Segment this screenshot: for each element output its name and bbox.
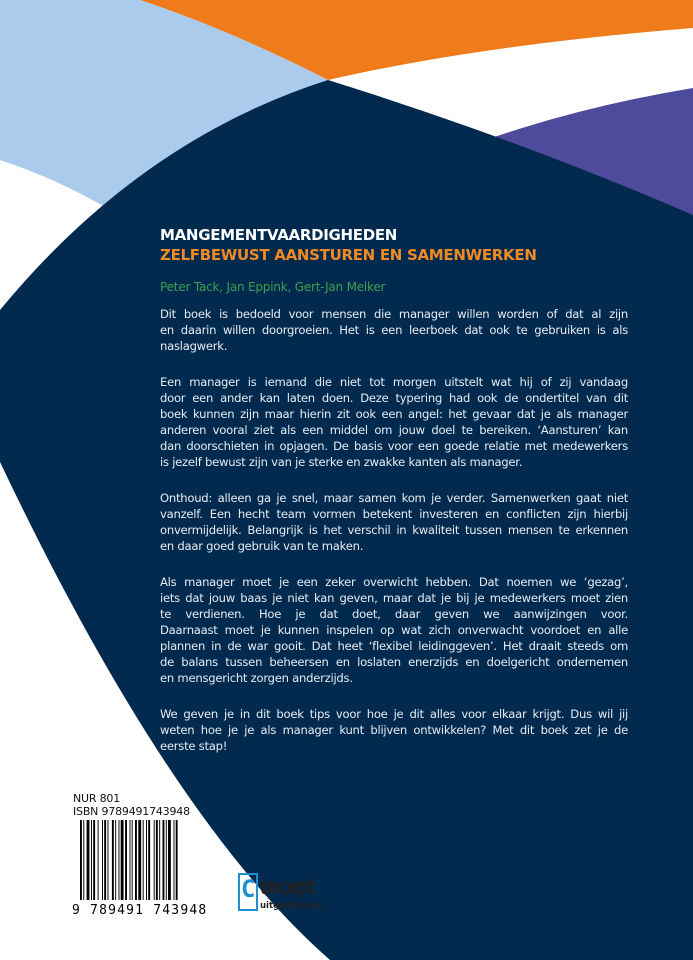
- barcode-bar: [93, 820, 95, 900]
- barcode: [80, 820, 195, 912]
- paragraph: [160, 306, 628, 354]
- text-line: Daarnaast moet je kunnen inspelen op wat zich onverwacht voordoet en alle: [160, 623, 628, 637]
- barcode-bar: [115, 820, 116, 900]
- barcode-bar: [166, 820, 167, 900]
- barcode-bar: [163, 820, 165, 900]
- text-line: naslagwerk.: [160, 339, 228, 353]
- text-line: We geven je in dit boek tips voor hoe je dit alles voor elkaar krijgt. Dus wil jij: [160, 707, 628, 721]
- barcode-bar: [130, 820, 131, 900]
- publisher-logo: [238, 873, 328, 915]
- barcode-bar: [176, 820, 178, 900]
- barcode-bar: [91, 820, 92, 900]
- barcode-bar: [135, 820, 137, 900]
- text-line: Onthoud: alleen ga je snel, maar samen kom je verder. Samenwerken gaat niet: [160, 491, 628, 505]
- logo-initial: C: [241, 875, 256, 903]
- logo-sub: uitgeefgroep: [260, 901, 323, 911]
- barcode-bar: [174, 820, 175, 900]
- barcode-bar: [119, 820, 120, 900]
- text-line: onvermijdelijk. Belangrijk is het verschil in kwaliteit tussen mensen te erkennen: [160, 523, 628, 537]
- text-line: Als manager moet je een zeker overwicht hebben. Dat noemen we ‘gezag’,: [160, 575, 628, 589]
- barcode-bar: [168, 820, 171, 900]
- blurb: [160, 306, 628, 774]
- barcode-bar: [125, 820, 127, 900]
- barcode-bar: [154, 820, 155, 900]
- barcode-bar: [112, 820, 114, 900]
- barcode-bar: [159, 820, 160, 900]
- text-line: Dit boek is bedoeld voor mensen die manager willen worden of dat al zijn: [160, 307, 628, 321]
- barcode-bar: [108, 820, 109, 900]
- isbn: ISBN 9789491743948: [73, 805, 190, 818]
- text-line: dan doorschieten in opjagen. De basis voor een goede relatie met medewerkers: [160, 439, 628, 453]
- text-line: de balans tussen beheersen en loslaten enerzijds en doelgericht ondernemen: [160, 655, 628, 669]
- text-line: plannen in de war gooit. Dat heet ‘flexibel leidinggeven’. Het draait steeds om: [160, 639, 628, 653]
- barcode-bar: [104, 820, 106, 900]
- text-line: boek kunnen zijn maar hierin zit ook een angel: het gevaar dat je als manager: [160, 407, 628, 421]
- barcode-bar: [143, 820, 144, 900]
- text-line: anderen vooral ziet als een middel om jouw doel te bereiken. ‘Aansturen’ kan: [160, 423, 628, 437]
- logo-word: oncept: [260, 875, 314, 900]
- paragraph: [160, 574, 628, 686]
- barcode-bar: [87, 820, 90, 900]
- text-line: weten hoe je je als manager kunt blijven ontwikkelen? Met dit boek zet je de: [160, 723, 628, 737]
- barcode-bar: [148, 820, 150, 900]
- text-line: Een manager is iemand die niet tot morgen uitstelt wat hij of zij vandaag: [160, 375, 628, 389]
- barcode-bar: [138, 820, 141, 900]
- barcode-bar: [132, 820, 133, 900]
- barcode-bar: [121, 820, 124, 900]
- authors: Peter Tack, Jan Eppink, Gert-Jan Melker: [160, 280, 386, 294]
- paragraph: [160, 490, 628, 554]
- nur-isbn: [73, 792, 190, 818]
- barcode-bar: [98, 820, 99, 900]
- text-line: en daar goed gebruik van te maken.: [160, 539, 364, 553]
- paragraph: [160, 706, 628, 754]
- text-line: vanzelf. Een hecht team vormen betekent investeren en conflicten zijn hierbij: [160, 507, 628, 521]
- text-line: door een ander kan laten doen. Deze typering had ook de ondertitel van dit: [160, 391, 628, 405]
- barcode-bar: [80, 820, 82, 900]
- text-line: te verdienen. Hoe je dat doet, daar geven we aanwijzingen voor.: [160, 607, 628, 621]
- book-title: MANGEMENTVAARDIGHEDEN: [160, 226, 398, 244]
- nur-code: NUR 801: [73, 792, 121, 805]
- text-line: en daarin willen doorgroeien. Het is een leerboek dat ook te gebruiken is als: [160, 323, 628, 337]
- barcode-bar: [83, 820, 84, 900]
- paragraph: [160, 374, 628, 470]
- barcode-bar: [102, 820, 103, 900]
- book-subtitle: ZELFBEWUST AANSTUREN EN SAMENWERKEN: [160, 246, 537, 264]
- barcode-bar: [146, 820, 147, 900]
- text-line: iets dat jouw baas je niet kan geven, maar dat je bij je medewerkers moet zien: [160, 591, 628, 605]
- text-line: is jezelf bewust zijn van je sterke en zwakke kanten als manager.: [160, 455, 523, 469]
- text-line: eerste stap!: [160, 739, 228, 753]
- barcode-digits: 9 789491 743948: [72, 903, 208, 918]
- barcode-bar: [156, 820, 158, 900]
- text-line: en mensgericht zorgen anderzijds.: [160, 671, 353, 685]
